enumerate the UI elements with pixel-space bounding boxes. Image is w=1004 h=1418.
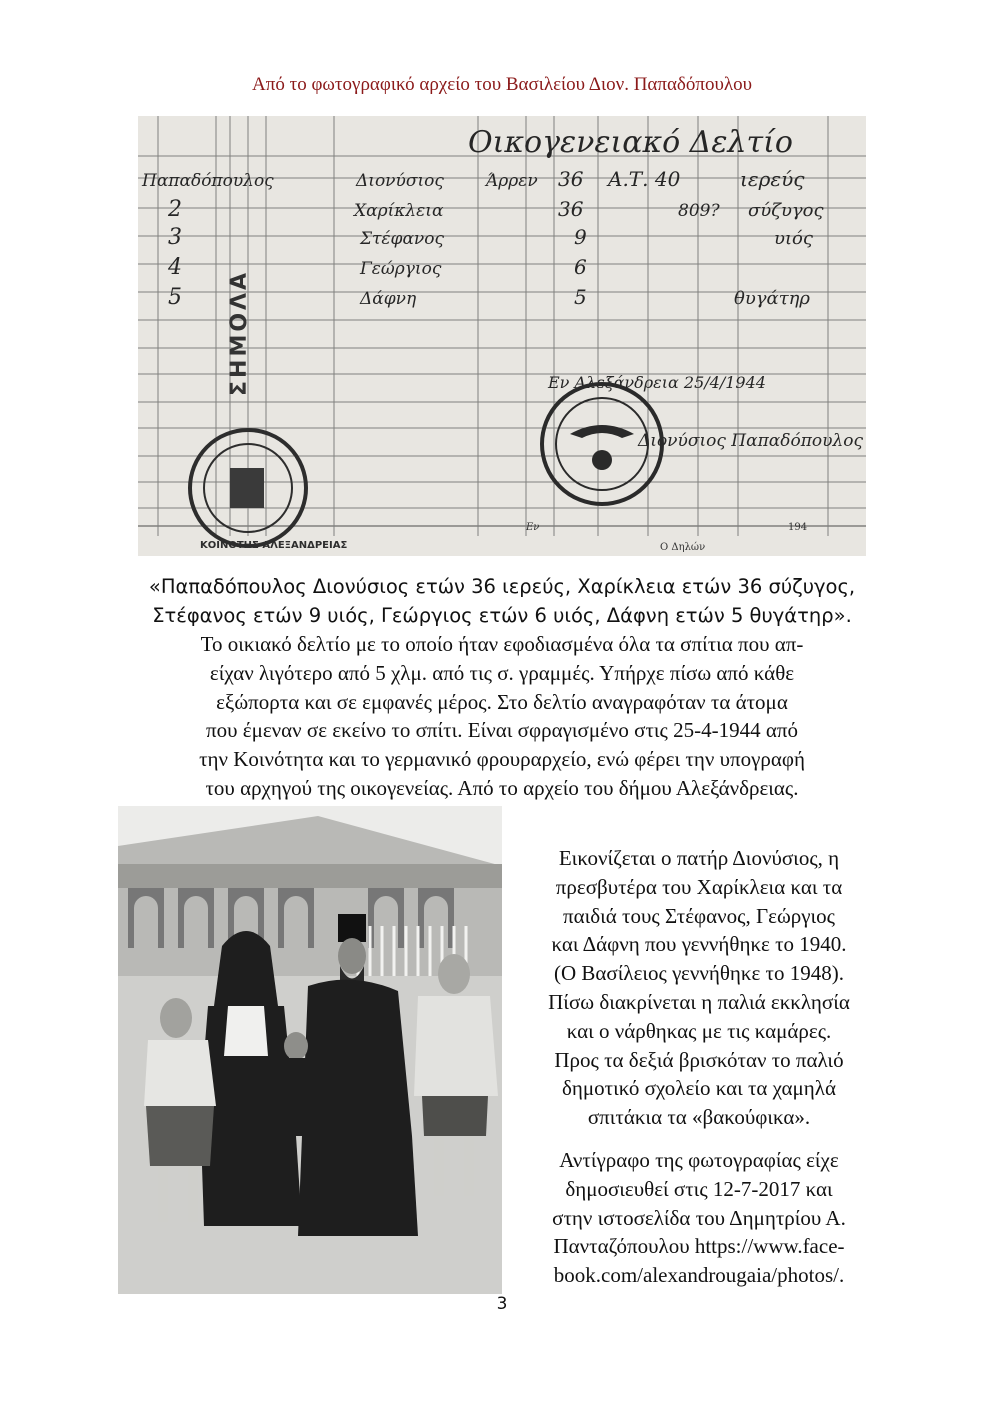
running-header: Από το φωτογραφικό αρχείο του Βασιλείου Διον. Παπαδόπουλου: [252, 74, 752, 95]
description-line: και ο νάρθηκας με τις καμάρες.: [566, 1018, 832, 1043]
caption-quote: [110, 572, 894, 630]
row-4-name: Γεώργιος: [360, 259, 442, 279]
row-5-age: 5: [574, 285, 587, 309]
row-5-no: 5: [168, 285, 182, 310]
source-line: Πανταζόπουλου https://www.face-: [553, 1234, 845, 1259]
row-4-no: 4: [168, 255, 182, 280]
handwritten-title: Οικογενειακό Δελτίο: [468, 125, 793, 160]
row-1-role: ιερεύς: [740, 167, 805, 191]
caption-description: [116, 630, 888, 803]
source-line: Αντίγραφο της φωτογραφίας είχε: [559, 1147, 839, 1172]
description-line: σπιτάκια τα «βακούφικα».: [587, 1105, 811, 1130]
row-2-role: σύζυγος: [748, 200, 824, 221]
description-line: Εικονίζεται ο πατήρ Διονύσιος, η: [558, 846, 840, 870]
row-2-age: 36: [558, 197, 584, 221]
printed-footer-left: Εν: [526, 522, 540, 533]
source-line: δημοσιευθεί στις 12-7-2017 και: [565, 1176, 833, 1201]
caption-line: εξώπορτα και σε εμφανές μέρος. Στο δελτίο αναγραφόταν τα άτομα: [216, 689, 788, 714]
declarant-label: Ο Δηλών: [660, 542, 706, 553]
signature: Διονύσιος Παπαδόπουλος: [638, 431, 863, 451]
description-line: δημοτικό σχολείο και τα χαμηλά: [562, 1076, 836, 1101]
census-document-photo: [138, 116, 866, 556]
description-line: Προς τα δεξιά βρισκόταν το παλιό: [554, 1047, 844, 1072]
stamp-left-text: ΚΟΙΝΟΤΗΣ ΑΛΕΞΑΝΔΡΕΙΑΣ: [200, 540, 348, 551]
row-2-no: 2: [168, 197, 182, 222]
row-3-name: Στέφανος: [360, 229, 445, 249]
caption-line: είχαν λιγότερο από 5 χλμ. από τις σ. γραμμές. Υπήρχε πίσω από κάθε: [209, 660, 795, 685]
description-line: παιδιά τους Στέφανος, Γεώργιος: [563, 903, 835, 928]
source-line: book.com/alexandrougaia/photos/.: [553, 1263, 845, 1288]
date-line: Εν Αλεξάνδρεια 25/4/1944: [548, 373, 766, 392]
row-3-role: υιός: [774, 228, 813, 249]
printed-footer-year: 194: [788, 522, 808, 533]
caption-line: του αρχηγού της οικογενείας. Από το αρχείο του δήμου Αλεξάνδρειας.: [205, 775, 799, 800]
caption-line: Το οικιακό δελτίο με το οποίο ήταν εφοδιασμένα όλα τα σπίτια που απ-: [200, 632, 804, 656]
description-line: (Ο Βασίλειος γεννήθηκε το 1948).: [554, 961, 844, 986]
photo-source-paragraph: [508, 1146, 890, 1290]
description-line: και Δάφνη που γεννήθηκε το 1940.: [551, 932, 847, 957]
row-5-role: θυγάτηρ: [734, 288, 811, 309]
caption-quote-line: «Παπαδόπουλος Διονύσιος ετών 36 ιερεύς, Χαρίκλεια ετών 36 σύζυγος,: [148, 575, 856, 598]
description-line: Πίσω διακρίνεται η παλιά εκκλησία: [548, 989, 850, 1014]
row-2-place: 809?: [678, 201, 720, 221]
family-photo: [118, 806, 502, 1294]
row-2-name: Χαρίκλεια: [354, 201, 444, 221]
row-1-name: Διονύσιος: [356, 171, 444, 191]
description-line: πρεσβυτέρα του Χαρίκλεια και τα: [555, 874, 843, 899]
photo-description: [508, 844, 890, 1304]
source-line: στην ιστοσελίδα του Δημητρίου Α.: [552, 1205, 846, 1230]
row-5-name: Δάφνη: [360, 289, 417, 309]
printed-margin-label: ΣΗΜΟΛΑ: [227, 269, 252, 396]
page-number: 3: [496, 1294, 508, 1314]
row-1-surname: Παπαδόπουλος: [142, 171, 274, 191]
row-1-gender: Άρρεν: [486, 171, 538, 191]
photo-description-paragraph: [508, 844, 890, 1132]
row-1-place: Α.Τ. 40: [608, 167, 681, 191]
row-3-no: 3: [168, 225, 182, 250]
caption-line: την Κοινότητα και το γερμανικό φρουραρχείο, ενώ φέρει την υπογραφή: [199, 747, 805, 772]
caption-quote-line: Στέφανος ετών 9 υιός, Γεώργιος ετών 6 υιός, Δάφνη ετών 5 θυγάτηρ».: [152, 604, 852, 627]
caption-line: που έμεναν σε εκείνο το σπίτι. Είναι σφραγισμένο στις 25-4-1944 από: [206, 718, 798, 743]
row-4-age: 6: [574, 255, 587, 279]
row-1-age: 36: [558, 167, 584, 191]
row-3-age: 9: [574, 225, 587, 249]
